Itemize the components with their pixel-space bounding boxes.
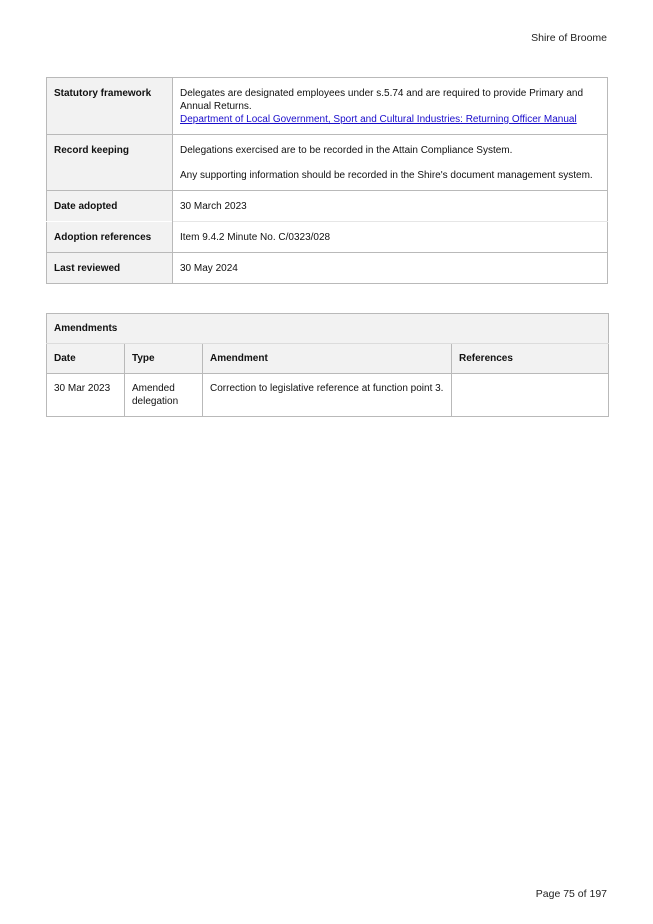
page-number: Page 75 of 197 [535,888,607,900]
amendment-references-cell [452,374,609,417]
record-keeping-cell [173,135,608,191]
amendments-title-row [47,314,609,344]
amendment-date-cell: 30 Mar 2023 [47,374,125,417]
statutory-framework-cell [173,78,608,135]
details-row-adoption-references [47,222,608,253]
amendments-table [46,313,609,417]
details-row-last-reviewed [47,253,608,284]
details-row-date-adopted [47,191,608,222]
adoption-references-value: Item 9.4.2 Minute No. C/0323/028 [173,222,608,253]
adoption-references-label: Adoption references [47,222,173,253]
amendments-title: Amendments [47,314,609,344]
column-header-amendment: Amendment [203,344,452,374]
date-adopted-value: 30 March 2023 [173,191,608,222]
delegation-details-table [46,77,608,284]
statutory-framework-text: Delegates are designated employees under s.5.74 and are required to provide Primary and Annual Returns. [180,88,584,112]
returning-officer-manual-link[interactable]: Department of Local Government, Sport and Cultural Industries: Returning Officer Manual [180,114,577,125]
document-header-organisation: Shire of Broome [531,32,607,44]
column-header-references: References [452,344,609,374]
date-adopted-label: Date adopted [47,191,173,222]
amendment-type-cell: Amended delegation [125,374,203,417]
last-reviewed-label: Last reviewed [47,253,173,284]
column-header-type: Type [125,344,203,374]
last-reviewed-value: 30 May 2024 [173,253,608,284]
amendment-description-cell: Correction to legislative reference at function point 3. [203,374,452,417]
details-row-record-keeping [47,135,608,191]
column-header-date: Date [47,344,125,374]
record-keeping-paragraph-1: Delegations exercised are to be recorded in the Attain Compliance System. [180,145,513,156]
statutory-framework-label: Statutory framework [47,78,173,135]
details-row-statutory-framework [47,78,608,135]
record-keeping-label: Record keeping [47,135,173,191]
table-row [47,374,609,417]
amendments-header-row [47,344,609,374]
record-keeping-paragraph-2: Any supporting information should be recorded in the Shire's document management system. [180,170,593,181]
